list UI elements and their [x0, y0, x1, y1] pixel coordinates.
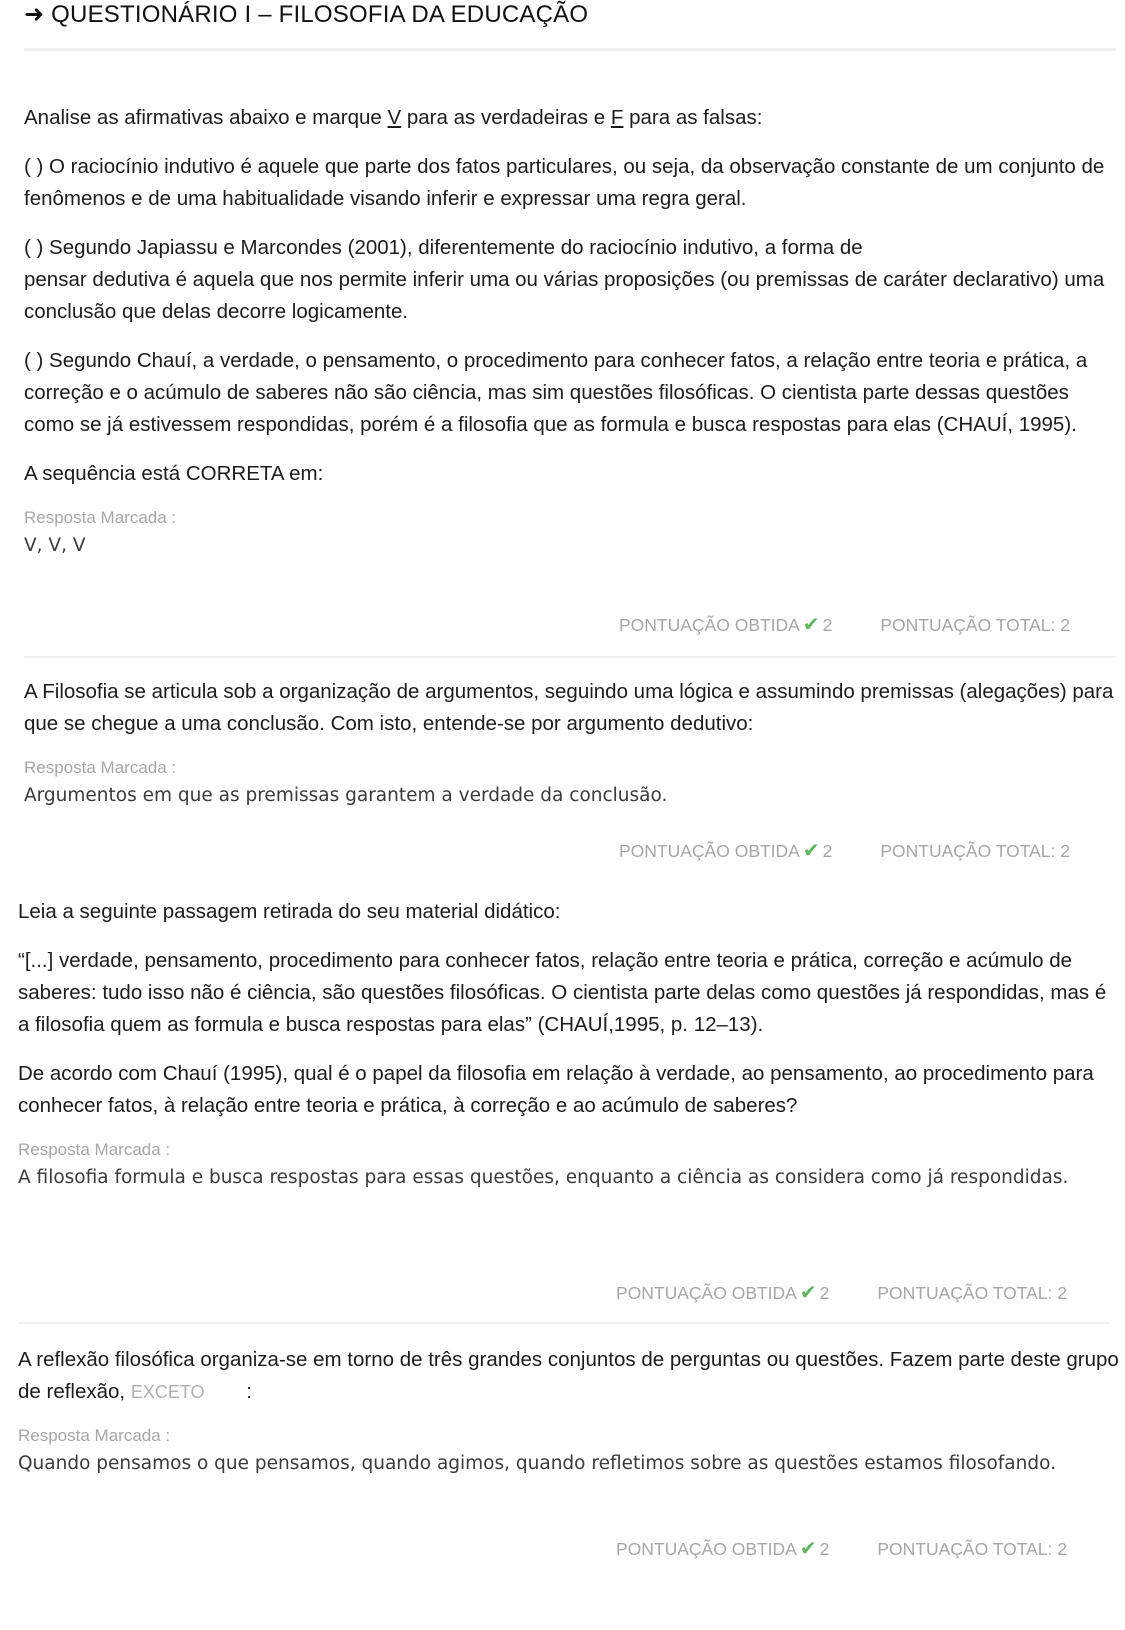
q3-answer-label: Resposta Marcada : [18, 1140, 171, 1159]
q4-score-obtained-label: PONTUAÇÃO OBTIDA [616, 1539, 797, 1559]
q2-score-total: PONTUAÇÃO TOTAL: 2 [880, 841, 1070, 861]
checkmark-icon: ✔ [799, 1282, 817, 1304]
q1-score-obtained-label: PONTUAÇÃO OBTIDA [619, 615, 800, 635]
q2-score [619, 838, 1070, 863]
q1-intro-f: F [610, 106, 624, 129]
q3-answer: A filosofia formula e busca respostas para essas questões, enquanto a ciência as considera como já respondidas. [18, 1167, 1069, 1188]
q3-quote: “[...] verdade, pensamento, procedimento para conhecer fatos, relação entre teoria e prática, correção e acúmulo de saberes: tudo isso não é ciência, são questões filosóficas. O cientista parte delas como questões já respondidas, mas é a filosofia quem as formula e busca respostas para elas” (CHAUÍ,1995, p. 12–13). [18, 949, 1107, 1036]
q4-text-main: A reflexão filosófica organiza-se em torno de três grandes conjuntos de perguntas ou questões. Fazem parte deste grupo de reflexão, [18, 1348, 1119, 1403]
q1-answer: V, V, V [24, 535, 86, 556]
q1-statement-3: ( ) Segundo Chauí, a verdade, o pensamento, o procedimento para conhecer fatos, a relação entre teoria e prática, a correção e o acúmulo de saberes não são ciência, mas sim questões filosóficas. O cientista parte dessas questões como se já estivessem respondidas, porém é a filosofia que as formula e busca respostas para elas (CHAUÍ, 1995). [24, 349, 1088, 436]
q1-statement-1: ( ) O raciocínio indutivo é aquele que parte dos fatos particulares, ou seja, da observação constante de um conjunto de fenômenos e de uma habitualidade visando inferir e expressar uma regra geral. [24, 155, 1105, 210]
q1-statement-2-line2: pensar dedutiva é aquela que nos permite inferir uma ou várias proposições (ou premissas de caráter declarativo) uma conclusão que delas decorre logicamente. [24, 268, 1105, 323]
q2-score-obtained-label: PONTUAÇÃO OBTIDA [619, 841, 800, 861]
q1-score-total: PONTUAÇÃO TOTAL: 2 [880, 615, 1070, 635]
q4-score-total: PONTUAÇÃO TOTAL: 2 [877, 1539, 1067, 1559]
question-4 [18, 1344, 1123, 1480]
page-title: ➜ QUESTIONÁRIO I – FILOSOFIA DA EDUCAÇÃO [24, 1, 589, 28]
q3-intro: Leia a seguinte passagem retirada do seu material didático: [18, 900, 561, 923]
q3-score-total: PONTUAÇÃO TOTAL: 2 [877, 1283, 1067, 1303]
q4-colon: : [240, 1380, 252, 1403]
q1-intro-end: para as falsas: [623, 106, 763, 129]
q2-text: A Filosofia se articula sob a organização de argumentos, seguindo uma lógica e assumindo premissas (alegações) para que se chegue a uma conclusão. Com isto, entende-se por argumento dedutivo: [24, 680, 1114, 735]
q2-answer: Argumentos em que as premissas garantem a verdade da conclusão. [24, 785, 668, 806]
divider [24, 656, 1116, 658]
divider [18, 1322, 1110, 1324]
q1-intro-v: V [387, 106, 402, 129]
q2-score-value: 2 [822, 841, 833, 861]
q1-answer-label: Resposta Marcada : [24, 508, 177, 527]
q4-answer-label: Resposta Marcada : [18, 1426, 171, 1445]
q1-intro-mid: para as verdadeiras e [401, 106, 611, 129]
q3-score [616, 1280, 1067, 1305]
question-3 [18, 896, 1123, 1194]
q4-score [616, 1536, 1067, 1561]
title-divider [24, 48, 1116, 51]
question-1 [24, 102, 1124, 562]
q4-score-value: 2 [819, 1539, 830, 1559]
q1-score-value: 2 [822, 615, 833, 635]
q1-question: A sequência está CORRETA em: [24, 462, 324, 485]
q1-statement-2 [24, 232, 1124, 328]
q4-answer: Quando pensamos o que pensamos, quando agimos, quando refletimos sobre as questões estamos filosofando. [18, 1453, 1056, 1474]
checkmark-icon: ✔ [799, 1538, 817, 1560]
q1-score [619, 612, 1070, 637]
q2-answer-label: Resposta Marcada : [24, 758, 177, 777]
q1-intro [24, 102, 1124, 134]
question-2 [24, 676, 1124, 812]
q3-score-value: 2 [819, 1283, 830, 1303]
q1-intro-text: Analise as afirmativas abaixo e marque [24, 106, 388, 129]
q3-score-obtained-label: PONTUAÇÃO OBTIDA [616, 1283, 797, 1303]
q1-statement-2-line1: ( ) Segundo Japiassu e Marcondes (2001), diferentemente do raciocínio indutivo, a forma de [24, 236, 863, 259]
checkmark-icon: ✔ [802, 840, 820, 862]
q4-text [18, 1344, 1123, 1408]
q4-exceto: EXCETO [130, 1382, 205, 1402]
q3-question: De acordo com Chauí (1995), qual é o papel da filosofia em relação à verdade, ao pensamento, ao procedimento para conhecer fatos, à relação entre teoria e prática, à correção e ao acúmulo de saberes? [18, 1062, 1094, 1117]
checkmark-icon: ✔ [802, 614, 820, 636]
